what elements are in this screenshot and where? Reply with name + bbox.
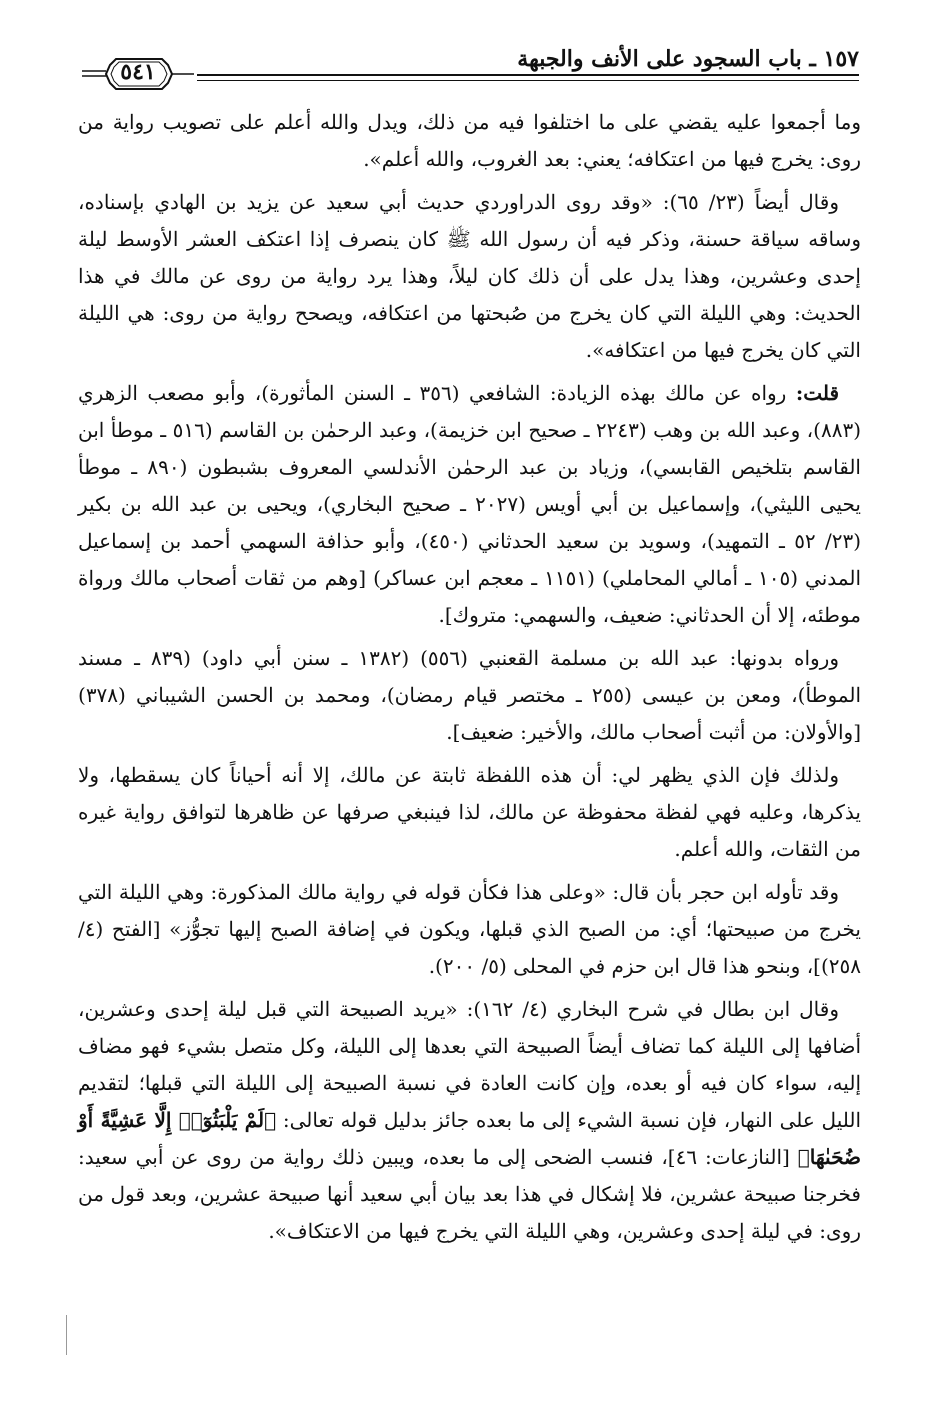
page-number: ٥٤١ — [120, 59, 156, 85]
paragraph — [78, 184, 861, 369]
paragraph-text: وقال ابن بطال في شرح البخاري (٤/ ١٦٢): «يريد الصبيحة التي قبل ليلة إحدى وعشرين، أضافها إلى الليلة كما تضاف أيضاً الصبيحة التي بعدها إلى الليلة، وكل متصل بشيء فهو مضاف إليه، سواء كان فيه أو بعده، وإن كانت العادة في نسبة الصبيحة إلى الليلة التي قبلها؛ لتقديم الليل على النهار، فإن نسبة الشيء إلى ما بعده جائز بدليل قوله تعالى: — [78, 997, 862, 1132]
paragraph-text: وقال أيضاً (٢٣/ ٦٥): «وقد روى الدراوردي حديث أبي سعيد عن يزيد بن الهادي بإسناده، وساقه سياقة حسنة، وذكر فيه أن رسول الله ﷺ كان ينصرف إذا اعتكف العشر الأوسط ليلة إحدى وعشرين، وهذا يدل على أن ذلك كان ليلاً، وهذا يرد رواية من روى عن مالك في هذا الحديث: وهي الليلة التي كان يخرج من صُبحتها من اعتكافه، ويصحح رواية من روى: هي الليلة التي كان يخرج فيها من اعتكافه». — [78, 190, 861, 362]
paragraph — [78, 640, 861, 751]
paragraph — [78, 104, 861, 178]
header-rule — [197, 74, 859, 76]
paragraph — [78, 375, 861, 634]
paragraph-lead: قلت: — [795, 381, 840, 405]
paragraph-text: وما أجمعوا عليه يقضي على ما اختلفوا فيه من ذلك، ويدل والله أعلم على تصويب رواية من روى: يخرج فيها من اعتكافه؛ يعني: بعد الغروب، والله أعلم». — [78, 110, 861, 171]
paragraph-text: وقد تأوله ابن حجر بأن قال: «وعلى هذا فكأن قوله في رواية مالك المذكورة: وهي الليلة التي يخرج من صبيحتها؛ أي: من الصبح الذي قبلها، ويكون في إضافة الصبح إليها تجوُّز» [الفتح (٤/ ٢٥٨)]، وبنحو هذا قال ابن حزم في المحلى (٥/ ٢٠٠). — [78, 880, 861, 978]
header-rule-thin — [197, 80, 859, 81]
paragraph-text: رواه عن مالك بهذه الزيادة: الشافعي (٣٥٦ ـ السنن المأثورة)، وأبو مصعب الزهري (٨٨٣)، وعبد الله بن وهب (٢٢٤٣ ـ صحيح ابن خزيمة)، وعبد الرحمٰن بن القاسم (٥١٦ ـ موطأ ابن القاسم بتلخيص القابسي)، وزياد بن عبد الرحمٰن الأندلسي المعروف بشبطون (٨٩٠ ـ موطأ يحيى الليثي)، وإسماعيل بن أبي أويس (٢٠٢٧ ـ صحيح البخاري)، ويحيى بن عبد الله بن بكير (٢٣/ ٥٢ ـ التمهيد)، وسويد بن سعيد الحدثاني (٤٥٠)، وأبو حذافة السهمي أحمد بن إسماعيل المدني (١٠٥ ـ أمالي المحاملي) (١١٥١ ـ معجم ابن عساكر) [وهم من ثقات أصحاب مالك ورواة موطئه، إلا أن الحدثاني: ضعيف، والسهمي: متروك]. — [78, 381, 861, 627]
page-number-badge — [82, 56, 194, 92]
paragraph — [78, 757, 861, 868]
paragraph — [78, 991, 861, 1250]
page-body — [78, 104, 861, 1256]
paragraph-text: ولذلك فإن الذي يظهر لي: أن هذه اللفظة ثابتة عن مالك، إلا أنه أحياناً كان يسقطها، ولا يذكرها، وعليه فهي لفظة محفوظة عن مالك، لذا فينبغي صرفها عن ظاهرها لتوافق رواية غيره من الثقات، والله أعلم. — [78, 763, 861, 861]
paragraph — [78, 874, 861, 985]
margin-mark — [66, 1315, 69, 1355]
chapter-title: ١٥٧ ـ باب السجود على الأنف والجبهة — [517, 46, 859, 72]
quran-verse: ﴿لَمْ يَلْبَثُوٓا۟ إِلَّا عَشِيَّةً أَوْ ضُحَىٰهَا﴾ — [78, 1108, 861, 1169]
paragraph-text: ورواه بدونها: عبد الله بن مسلمة القعنبي (٥٥٦) (١٣٨٢ ـ سنن أبي داود) (٨٣٩ ـ مسند الموطأ)، ومعن بن عيسى (٢٥٥ ـ مختصر قيام رمضان)، ومحمد بن الحسن الشيباني (٣٧٨) [والأولان: من أثبت أصحاب مالك، والأخير: ضعيف]. — [78, 646, 861, 744]
paragraph-text: [النازعات: ٤٦]، فنسب الضحى إلى ما بعده، ويبين ذلك رواية من روى عن أبي سعيد: فخرجنا صبيحة عشرين، فلا إشكال في هذا بعد بيان أبي سعيد أنها صبيحة عشرين، وبعد قول من روى: في ليلة إحدى وعشرين، وهي الليلة التي يخرج فيها من الاعتكاف». — [78, 1145, 861, 1243]
page-header — [82, 44, 859, 96]
